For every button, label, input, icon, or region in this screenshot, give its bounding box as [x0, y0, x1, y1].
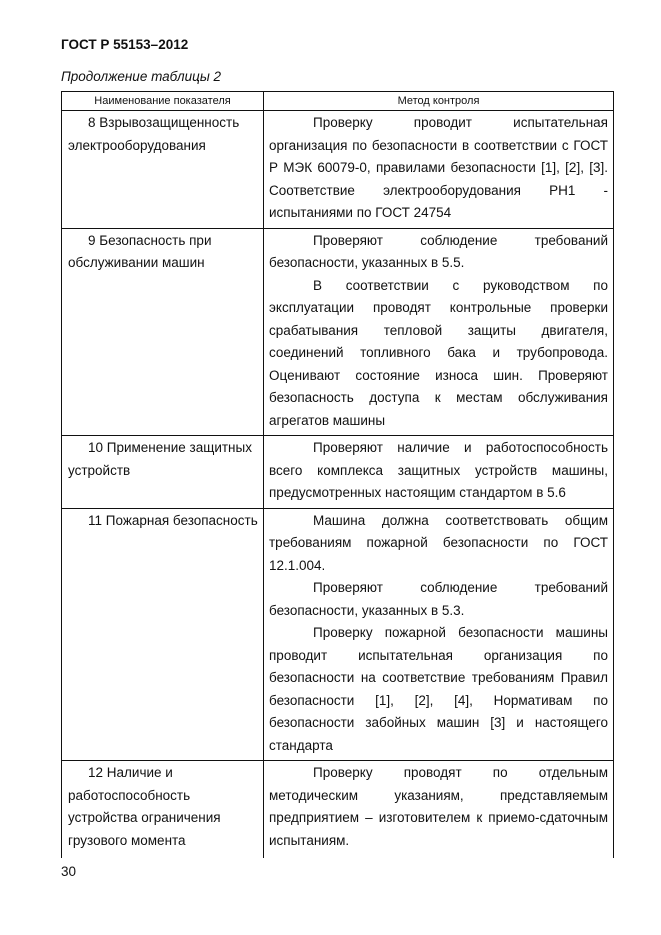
method-paragraph: Машина должна соответствовать общим требованиям пожарной безопасности по ГОСТ 12.1.004.: [269, 512, 608, 573]
indicator-cell: [62, 111, 264, 229]
method-cell: [264, 111, 614, 229]
table-row: [62, 761, 614, 859]
table-row: [62, 111, 614, 229]
method-paragraph: Проверяют соблюдение требований безопасности, указанных в 5.5.: [269, 232, 608, 270]
method-cell: [264, 761, 614, 859]
method-paragraph: Проверяют наличие и работоспособность всего комплекса защитных устройств машины, предусмотренных настоящим стандартом в 5.6: [269, 440, 608, 500]
method-paragraph: В соответствии с руководством по эксплуатации проводят контрольные проверки срабатывания тепловой защиты двигателя, соединений топливного бака и трубопровода. Оценивают состояние износа шин. Проверяют безопасность доступа к местам обслуживания агрегатов машины: [269, 277, 608, 428]
indicator-cell: [62, 508, 264, 761]
method-paragraph: Проверку проводят по отдельным методическим указаниям, представляемым предприятием – изготовителем к приемо-сдаточным испытаниям.: [269, 765, 608, 848]
table-continuation-caption: Продолжение таблицы 2: [61, 69, 222, 84]
method-cell: [264, 436, 614, 509]
indicator-name: 10 Применение защитных устройств: [68, 440, 252, 478]
indicator-name: 11 Пожарная безопасность: [88, 512, 258, 528]
indicator-cell: [62, 436, 264, 509]
standard-code: ГОСТ Р 55153–2012: [61, 37, 189, 52]
page-number: 30: [61, 864, 77, 879]
method-paragraph: Проверку пожарной безопасности машины проводит испытательная организация по безопасности на соответствие требованиям Правил безопасности [1], [2], [4], Нормативам по безопасности забойных машин [3] и настоящего стандарта: [269, 625, 608, 753]
indicator-cell: [62, 761, 264, 859]
indicator-name: 12 Наличие и работоспособность устройства ограничения грузового момента: [68, 765, 221, 848]
method-paragraph: Проверку проводит испытательная организация по безопасности в соответствии с ГОСТ Р МЭК 60079-0, правилами безопасности [1], [2], [3]. Соответствие электрооборудования РН1 - испытаниями по ГОСТ 24754: [269, 115, 608, 220]
indicator-name: 8 Взрывозащищенность электрооборудования: [68, 115, 240, 153]
table-row: [62, 508, 614, 761]
requirements-table: [61, 91, 614, 858]
method-paragraph: Проверяют соблюдение требований безопасности, указанных в 5.3.: [269, 580, 608, 618]
method-cell: [264, 508, 614, 761]
indicator-cell: [62, 228, 264, 436]
table-row: [62, 436, 614, 509]
column-header-method: Метод контроля: [264, 92, 614, 111]
table-row: [62, 228, 614, 436]
indicator-name: 9 Безопасность при обслуживании машин: [68, 232, 212, 270]
method-cell: [264, 228, 614, 436]
column-header-indicator: Наименование показателя: [62, 92, 264, 111]
table-header-row: [62, 92, 614, 111]
